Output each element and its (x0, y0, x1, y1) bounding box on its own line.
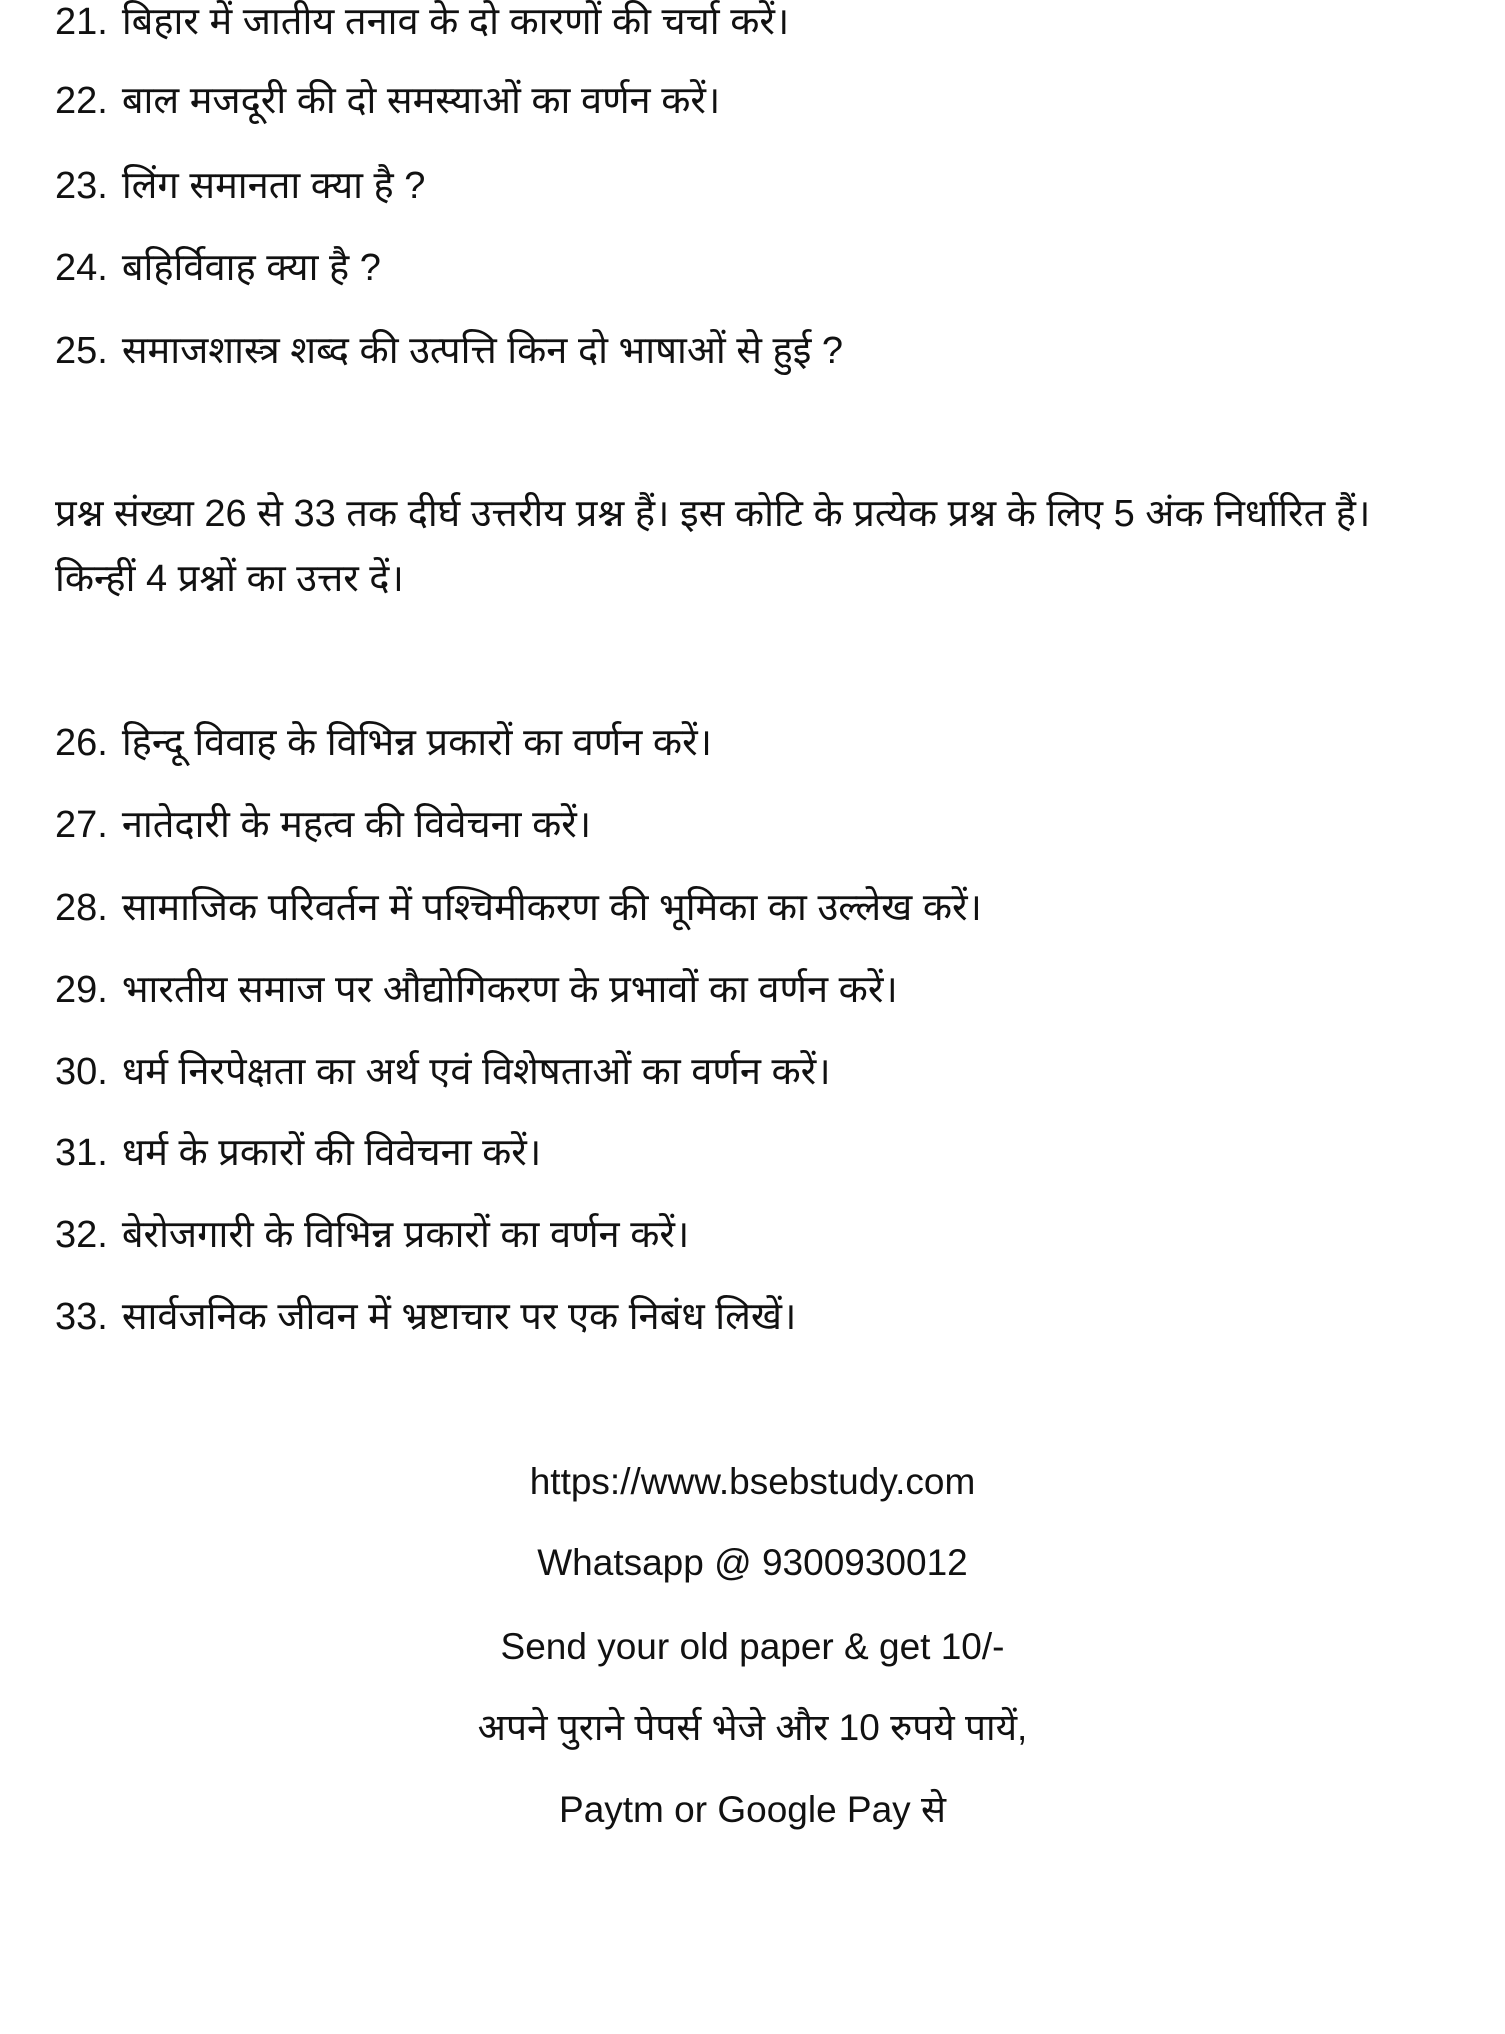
question-text: बहिर्विवाह क्या है ? (121, 247, 381, 289)
question-21 (55, 0, 789, 47)
question-26 (55, 718, 712, 768)
question-27 (55, 800, 591, 850)
question-number: 25. (55, 330, 108, 372)
question-text: बिहार में जातीय तनाव के दो कारणों की चर्चा करें। (121, 1, 790, 43)
question-23 (55, 161, 425, 211)
question-24 (55, 243, 381, 293)
section-instruction: प्रश्न संख्या 26 से 33 तक दीर्घ उत्तरीय प्रश्न हैं। इस कोटि के प्रत्येक प्रश्न के लिए 5 अंक निर्धारित हैं। किन्हीं 4 प्रश्नों का उत्तर दें। (55, 493, 1371, 600)
footer-whatsapp: Whatsapp @ 9300930012 (537, 1542, 968, 1583)
footer-offer-english: Send your old paper & get 10/- (500, 1626, 1005, 1667)
question-30 (55, 1047, 831, 1097)
question-33 (55, 1292, 796, 1342)
question-number: 22. (55, 80, 108, 122)
question-number: 23. (55, 165, 108, 207)
question-text: धर्म निरपेक्षता का अर्थ एवं विशेषताओं का वर्णन करें। (121, 1051, 831, 1093)
question-text: धर्म के प्रकारों की विवेचना करें। (121, 1132, 542, 1174)
question-text: नातेदारी के महत्व की विवेचना करें। (121, 804, 592, 846)
question-28 (55, 883, 982, 933)
question-text: समाजशास्त्र शब्द की उत्पत्ति किन दो भाषाओं से हुई ? (121, 330, 844, 372)
question-text: सार्वजनिक जीवन में भ्रष्टाचार पर एक निबंध लिखें। (121, 1296, 797, 1338)
question-31 (55, 1128, 541, 1178)
question-number: 33. (55, 1296, 108, 1338)
question-text: बेरोजगारी के विभिन्न प्रकारों का वर्णन करें। (121, 1214, 690, 1256)
footer-offer-hindi: अपने पुराने पेपर्स भेजे और 10 रुपये पायें, (477, 1707, 1028, 1748)
question-number: 21. (55, 1, 108, 43)
question-number: 29. (55, 969, 108, 1011)
question-number: 27. (55, 804, 108, 846)
question-text: लिंग समानता क्या है ? (121, 165, 426, 207)
question-number: 26. (55, 722, 108, 764)
question-text: हिन्दू विवाह के विभिन्न प्रकारों का वर्णन करें। (121, 722, 713, 764)
question-32 (55, 1210, 689, 1260)
question-number: 24. (55, 247, 108, 289)
question-number: 32. (55, 1214, 108, 1256)
question-22 (55, 76, 720, 126)
question-text: बाल मजदूरी की दो समस्याओं का वर्णन करें। (121, 80, 721, 122)
footer-payment: Paytm or Google Pay से (559, 1789, 946, 1830)
question-number: 28. (55, 887, 108, 929)
question-number: 31. (55, 1132, 108, 1174)
question-number: 30. (55, 1051, 108, 1093)
question-29 (55, 965, 898, 1015)
footer-website-link[interactable]: https://www.bsebstudy.com (529, 1461, 976, 1502)
question-25 (55, 326, 843, 376)
question-text: भारतीय समाज पर औद्योगिकरण के प्रभावों का वर्णन करें। (121, 969, 898, 1011)
question-text: सामाजिक परिवर्तन में पश्चिमीकरण की भूमिका का उल्लेख करें। (121, 887, 982, 929)
